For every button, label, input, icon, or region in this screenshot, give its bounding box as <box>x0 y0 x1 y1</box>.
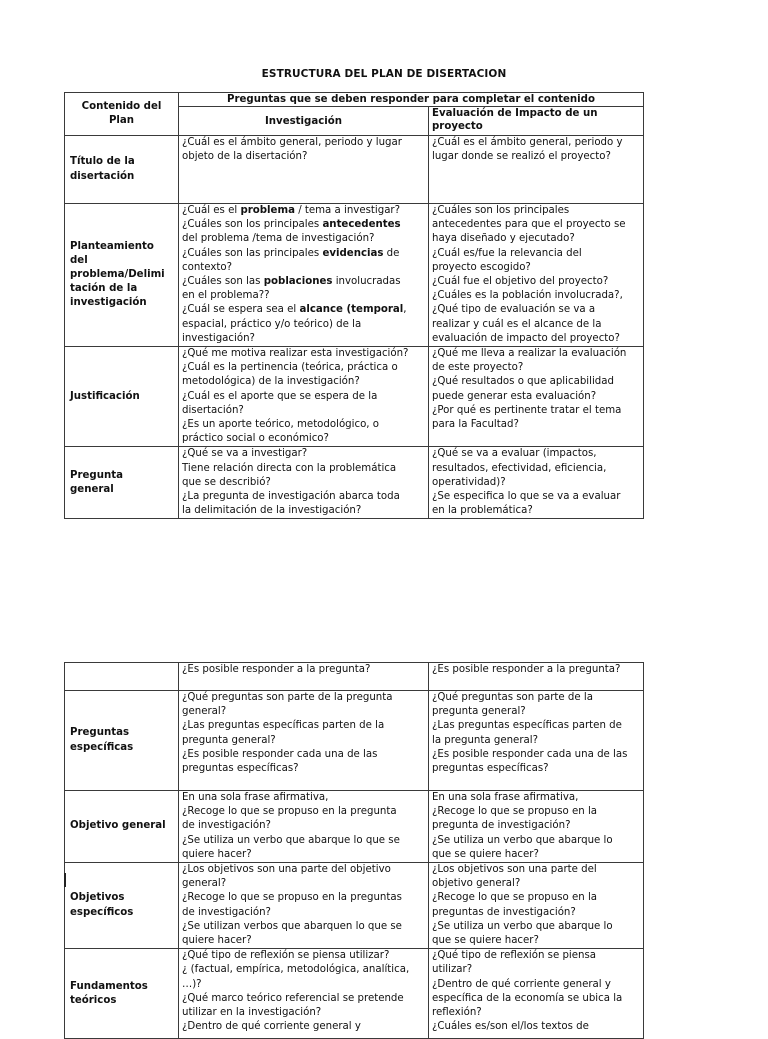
table-row <box>65 691 644 791</box>
evaluacion-cell <box>429 204 644 347</box>
table-row <box>65 791 644 863</box>
cell-line: del <box>70 254 88 266</box>
cell-line: pregunta general? <box>182 734 276 746</box>
evaluacion-cell <box>429 663 644 691</box>
cell-line <box>182 332 425 346</box>
cell-line: En una sola frase afirmativa, <box>432 792 579 803</box>
cell-line: la delimitación de la investigación? <box>182 505 362 517</box>
cell-line: utilizar? <box>432 964 473 976</box>
table-row <box>65 863 644 949</box>
cell-line: ¿Cuál es el ámbito general, periodo y lugar <box>182 137 402 148</box>
cell-line: ¿Es posible responder a la pregunta? <box>432 664 621 675</box>
cell-line: ¿Se utilizan verbos que abarquen lo que se <box>182 920 402 932</box>
row-label <box>65 791 179 863</box>
cell-line: ¿Cuál fue el objetivo del proyecto? <box>432 276 609 288</box>
cell-line: ¿Es un aporte teórico, metodológico, o <box>182 419 380 431</box>
cell-line: lugar donde se realizó el proyecto? <box>432 151 611 163</box>
cell-line: ¿Cuál es el ámbito general, periodo y <box>432 137 623 148</box>
cell-line: que se quiere hacer? <box>432 848 539 860</box>
cell-line: ¿Las preguntas específicas parten de la <box>182 720 385 732</box>
cell-line: …)? <box>182 978 202 990</box>
cell-line: operatividad)? <box>432 476 506 488</box>
cell-line: ¿Qué se va a evaluar (impactos, <box>432 448 597 460</box>
evaluacion-cell <box>429 447 644 519</box>
cell-line: ¿Los objetivos son una parte del objetivo <box>182 864 391 876</box>
row-label <box>65 204 179 347</box>
row-label <box>65 949 179 1039</box>
cell-line: puede generar esta evaluación? <box>432 390 597 402</box>
text-part: ¿Cuál es el <box>182 205 241 216</box>
cell-line: ¿Cuáles es la población involucrada?, <box>432 290 623 302</box>
cell-line <box>182 318 425 332</box>
cell-line: ¿Es posible responder cada una de las <box>432 748 628 760</box>
text-part: ¿Cuáles son los principales <box>182 219 323 231</box>
cell-line: tación de la <box>70 283 138 295</box>
header-preguntas: Preguntas que se deben responder para completar el contenido <box>179 93 644 107</box>
text-part: ¿Cuáles son las principales <box>182 247 323 259</box>
emphasis: problema <box>240 205 295 216</box>
cell-line: ¿Qué tipo de evaluación se va a <box>432 304 596 316</box>
cell-line: antecedentes para que el proyecto se <box>432 219 626 231</box>
text-part: en el problema?? <box>182 290 270 302</box>
investigacion-cell <box>179 791 429 863</box>
cell-line: Pregunta <box>70 469 123 481</box>
cell-line: objeto de la disertación? <box>182 151 308 163</box>
cell-line: específicos <box>70 906 134 918</box>
cell-line: ¿Cuál es/fue la relevancia del <box>432 247 582 259</box>
cell-line: ¿Es posible responder cada una de las <box>182 748 378 760</box>
cell-line: ¿Qué se va a investigar? <box>182 448 308 460</box>
text-part: espacial, práctico y/o teórico) de la <box>182 318 362 330</box>
cell-line: ¿Recoge lo que se propuso en la <box>432 892 598 904</box>
row-label <box>65 863 179 949</box>
cell-line: metodológica) de la investigación? <box>182 376 360 388</box>
emphasis: evidencias <box>322 247 384 259</box>
cell-line: Objetivo general <box>70 820 166 832</box>
cell-line <box>182 204 425 218</box>
cell-line <box>182 218 425 232</box>
cell-line <box>182 247 425 261</box>
evaluacion-cell <box>429 863 644 949</box>
page-title: ESTRUCTURA DEL PLAN DE DISERTACION <box>261 68 507 80</box>
text-part: / tema a investigar? <box>294 205 401 216</box>
cell-line: Título de la <box>70 156 135 168</box>
row-label <box>65 447 179 519</box>
cell-line: Planteamiento <box>70 240 154 252</box>
cell-line: ¿Qué preguntas son parte de la <box>432 692 593 703</box>
cell-line: resultados, efectividad, eficiencia, <box>432 462 607 474</box>
cell-line: proyecto escogido? <box>432 261 531 273</box>
cell-line: de investigación? <box>182 906 271 918</box>
text-part: ¿Cuál se espera sea el <box>182 304 300 316</box>
table-row <box>65 663 644 691</box>
cell-line: ¿ (factual, empírica, metodológica, analítica, <box>182 964 410 976</box>
cell-line: general <box>70 483 114 495</box>
cell-line: ¿Recoge lo que se propuso en la preguntas <box>182 892 402 904</box>
cell-line: ¿Cuál es la pertinencia (teórica, práctica o <box>182 362 398 374</box>
cell-line: ¿Qué marco teórico referencial se pretende <box>182 992 404 1004</box>
cell-line: ¿Se utiliza un verbo que abarque lo <box>432 920 613 932</box>
cell-line: ¿Se especifica lo que se va a evaluar <box>432 491 621 503</box>
cell-line: En una sola frase afirmativa, <box>182 792 329 803</box>
cell-line: ¿Se utiliza un verbo que abarque lo que se <box>182 834 400 846</box>
cell-line: ¿Dentro de qué corriente general y <box>182 1021 361 1033</box>
cell-line <box>182 232 425 246</box>
header-investigacion: Investigación <box>179 107 429 136</box>
cell-line: Tiene relación directa con la problemática <box>182 462 397 474</box>
cell-line: específica de la economía se ubica la <box>432 992 623 1004</box>
cell-line: ¿Recoge lo que se propuso en la <box>432 806 598 818</box>
cell-line: que se describió? <box>182 476 271 488</box>
cell-line: ¿Los objetivos son una parte del <box>432 864 597 876</box>
cell-line: de este proyecto? <box>432 362 524 374</box>
evaluacion-cell <box>429 949 644 1039</box>
cell-line: preguntas específicas? <box>432 763 549 775</box>
cell-line <box>182 275 425 289</box>
cell-line: ¿Qué tipo de reflexión se piensa <box>432 950 597 962</box>
cell-line: que se quiere hacer? <box>432 935 539 947</box>
evaluacion-cell <box>429 347 644 447</box>
evaluacion-cell <box>429 691 644 791</box>
cell-line: problema/Delimi <box>70 268 165 280</box>
cell-line: ¿Dentro de qué corriente general y <box>432 978 611 990</box>
cell-line: Preguntas <box>70 727 130 739</box>
cell-line: Justificación <box>70 390 140 402</box>
table-row <box>65 204 644 347</box>
cell-line: evaluación de impacto del proyecto? <box>432 332 620 344</box>
investigacion-cell <box>179 691 429 791</box>
investigacion-cell <box>179 663 429 691</box>
cell-line: Fundamentos <box>70 980 148 992</box>
cell-line: práctico social o económico? <box>182 433 329 445</box>
cell-line: ¿Qué preguntas son parte de la pregunta <box>182 692 393 703</box>
cell-line: realizar y cuál es el alcance de la <box>432 318 602 330</box>
plan-table-part-1 <box>64 92 644 519</box>
evaluacion-cell <box>429 136 644 204</box>
investigacion-cell <box>179 949 429 1039</box>
text-part: involucradas <box>332 276 401 288</box>
cell-line: Objetivos <box>70 892 125 904</box>
row-label <box>65 663 179 691</box>
text-part: investigación? <box>182 332 255 344</box>
cell-line: ¿La pregunta de investigación abarca toda <box>182 491 400 503</box>
cell-line: ¿Qué me motiva realizar esta investigación? <box>182 348 409 360</box>
cell-line: ¿Es posible responder a la pregunta? <box>182 664 371 675</box>
emphasis: poblaciones <box>263 276 333 288</box>
cell-line: ¿Cuáles es/son el/los textos de <box>432 1021 589 1033</box>
margin-marker <box>64 873 66 887</box>
cell-line: pregunta general? <box>432 706 526 718</box>
cell-line: utilizar en la investigación? <box>182 1007 322 1019</box>
investigacion-cell <box>179 447 429 519</box>
investigacion-cell <box>179 863 429 949</box>
table-row <box>65 347 644 447</box>
text-part: , <box>403 304 407 316</box>
row-label <box>65 691 179 791</box>
cell-line: la pregunta general? <box>432 734 538 746</box>
plan-table-part-2 <box>64 662 644 1039</box>
cell-line: disertación <box>70 170 135 182</box>
row-label <box>65 136 179 204</box>
cell-line <box>182 261 425 275</box>
emphasis: alcance (temporal <box>299 304 404 316</box>
cell-line: quiere hacer? <box>182 848 252 860</box>
cell-line: general? <box>182 878 227 890</box>
investigacion-cell <box>179 136 429 204</box>
cell-line: pregunta de investigación? <box>432 820 571 832</box>
cell-line: específicas <box>70 741 134 753</box>
table-row <box>65 447 644 519</box>
text-part: del problema /tema de investigación? <box>182 233 375 245</box>
investigacion-cell <box>179 347 429 447</box>
cell-line: preguntas específicas? <box>182 763 299 775</box>
cell-line <box>182 303 425 317</box>
cell-line: ¿Se utiliza un verbo que abarque lo <box>432 834 613 846</box>
header-evaluacion: Evaluación de Impacto de un proyecto <box>429 107 644 136</box>
cell-line: ¿Qué tipo de reflexión se piensa utilizar? <box>182 950 390 962</box>
cell-line: ¿Qué me lleva a realizar la evaluación <box>432 348 627 360</box>
table-row <box>65 136 644 204</box>
cell-line: en la problemática? <box>432 505 533 517</box>
cell-line: para la Facultad? <box>432 419 519 431</box>
cell-line: preguntas de investigación? <box>432 906 576 918</box>
cell-line: ¿Las preguntas específicas parten de <box>432 720 622 732</box>
cell-line: ¿Cuál es el aporte que se espera de la <box>182 390 378 402</box>
row-label <box>65 347 179 447</box>
evaluacion-cell <box>429 791 644 863</box>
cell-line <box>182 289 425 303</box>
cell-line: investigación <box>70 297 147 309</box>
cell-line: objetivo general? <box>432 878 521 890</box>
investigacion-cell <box>179 204 429 347</box>
cell-line: ¿Cuáles son los principales <box>432 205 570 216</box>
emphasis: antecedentes <box>322 219 401 231</box>
cell-line: ¿Por qué es pertinente tratar el tema <box>432 404 622 416</box>
cell-line: reflexión? <box>432 1007 482 1019</box>
cell-line: quiere hacer? <box>182 935 252 947</box>
cell-line: teóricos <box>70 994 117 1006</box>
cell-line: ¿Recoge lo que se propuso en la pregunta <box>182 806 397 818</box>
header-contenido: Contenido del Plan <box>65 93 179 136</box>
text-part: ¿Cuáles son las <box>182 276 264 288</box>
cell-line: general? <box>182 706 227 718</box>
cell-line: de investigación? <box>182 820 271 832</box>
cell-line: haya diseñado y ejecutado? <box>432 233 575 245</box>
cell-line: disertación? <box>182 404 244 416</box>
table-row <box>65 949 644 1039</box>
cell-line: ¿Qué resultados o que aplicabilidad <box>432 376 614 388</box>
text-part: contexto? <box>182 261 233 273</box>
text-part: de <box>383 247 400 259</box>
